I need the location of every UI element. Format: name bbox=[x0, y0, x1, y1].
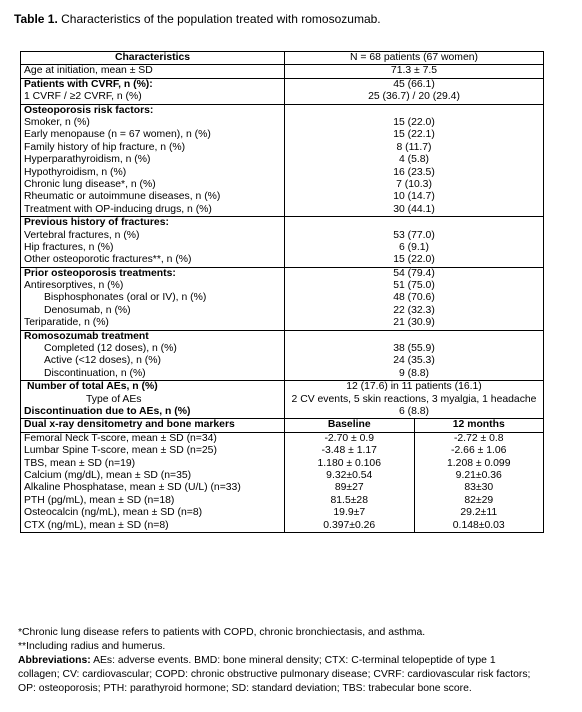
dxa-col-baseline: Baseline bbox=[285, 419, 415, 432]
baseline-value: 1.180 ± 0.106 bbox=[317, 457, 381, 469]
aes-total-label: Number of total AEs, n (%) bbox=[27, 381, 158, 393]
twelve-month-value: 83±30 bbox=[464, 482, 494, 494]
abbreviations-text-1: AEs: adverse events. BMD: bone mineral density; CTX: C-terminal telopeptide of type 1 bbox=[90, 654, 496, 666]
baseline-value: -2.70 ± 0.9 bbox=[324, 432, 375, 444]
list-item-label: Treatment with OP-inducing drugs, n (%) bbox=[24, 203, 212, 215]
aes-type-label: Type of AEs bbox=[86, 393, 142, 405]
table-caption bbox=[14, 12, 381, 26]
twelve-month-value: -2.66 ± 1.06 bbox=[451, 445, 507, 457]
footnote-lung-disease: *Chronic lung disease refers to patients with COPD, chronic bronchiectasis, and asthma. bbox=[18, 627, 426, 638]
list-item-label: PTH (pg/mL), mean ± SD (n=18) bbox=[24, 494, 175, 506]
prior-heading-value: 54 (79.4) bbox=[393, 267, 435, 279]
list-item-value: 16 (23.5) bbox=[393, 166, 435, 178]
table-row bbox=[21, 330, 544, 381]
list-item-value: 21 (30.9) bbox=[393, 317, 435, 329]
table-row bbox=[21, 65, 544, 78]
abbreviations-line-3: OP: osteoporosis; PTH: parathyroid hormone; SD: standard deviation; TBS: trabecular bone score. bbox=[18, 682, 472, 694]
list-item-value: 48 (70.6) bbox=[393, 292, 435, 304]
cvrf-row-value: 25 (36.7) / 20 (29.4) bbox=[368, 91, 460, 103]
dxa-col-12-months: 12 months bbox=[414, 419, 544, 432]
baseline-value: 9.32±0.54 bbox=[326, 469, 373, 481]
list-item-label: Vertebral fractures, n (%) bbox=[24, 229, 140, 241]
list-item-label: Alkaline Phosphatase, mean ± SD (U/L) (n=33) bbox=[24, 482, 241, 494]
list-item-label: Rheumatic or autoimmune diseases, n (%) bbox=[24, 191, 221, 203]
aes-total-value: 12 (17.6) in 11 patients (16.1) bbox=[346, 381, 482, 393]
cvrf-row-label: 1 CVRF / ≥2 CVRF, n (%) bbox=[24, 91, 142, 103]
table-header-row bbox=[21, 52, 544, 65]
list-item-label: Hypothyroidism, n (%) bbox=[24, 166, 127, 178]
list-item-label: Hyperparathyroidism, n (%) bbox=[24, 154, 151, 166]
twelve-month-value: 82±29 bbox=[464, 494, 494, 506]
age-label: Age at initiation, mean ± SD bbox=[21, 65, 285, 78]
list-item-value: 8 (11.7) bbox=[396, 141, 432, 153]
list-item-value: 15 (22.0) bbox=[393, 116, 435, 128]
baseline-value: -3.48 ± 1.17 bbox=[321, 445, 377, 457]
header-n-patients: N = 68 patients (67 women) bbox=[285, 52, 544, 65]
osteo-risk-heading: Osteoporosis risk factors: bbox=[24, 104, 154, 116]
list-item-label: Other osteoporotic fractures**, n (%) bbox=[24, 254, 192, 266]
baseline-value: 81.5±28 bbox=[330, 494, 368, 506]
table-row bbox=[21, 217, 544, 268]
age-value: 71.3 ± 7.5 bbox=[285, 65, 544, 78]
table-number: Table 1. bbox=[14, 12, 58, 26]
list-item-label: Active (<12 doses), n (%) bbox=[44, 355, 161, 367]
aes-discontinuation-label: Discontinuation due to AEs, n (%) bbox=[24, 405, 191, 417]
table-footnotes bbox=[18, 626, 574, 695]
list-item-label: Bisphosphonates (oral or IV), n (%) bbox=[44, 292, 207, 304]
list-item-label: CTX (ng/mL), mean ± SD (n=8) bbox=[24, 519, 169, 531]
table-row bbox=[21, 432, 544, 532]
list-item-label: Family history of hip fracture, n (%) bbox=[24, 141, 186, 153]
twelve-month-value: 29.2±11 bbox=[460, 507, 498, 519]
cvrf-heading-value: 45 (66.1) bbox=[393, 78, 435, 90]
list-item-label: Chronic lung disease*, n (%) bbox=[24, 178, 156, 190]
table-caption-text: Characteristics of the population treated with romosozumab. bbox=[57, 12, 381, 26]
table-row bbox=[21, 104, 544, 217]
list-item-value: 10 (14.7) bbox=[393, 191, 435, 203]
table-row bbox=[21, 267, 544, 330]
table-row bbox=[21, 381, 544, 419]
list-item-label: Early menopause (n = 67 women), n (%) bbox=[24, 129, 211, 141]
list-item-value: 6 (9.1) bbox=[398, 241, 430, 253]
list-item-label: Completed (12 doses), n (%) bbox=[44, 343, 177, 355]
list-item-label: TBS, mean ± SD (n=19) bbox=[24, 457, 136, 469]
abbreviations-line-1 bbox=[18, 654, 574, 668]
list-item-value: 7 (10.3) bbox=[396, 178, 432, 190]
prior-heading: Prior osteoporosis treatments: bbox=[24, 267, 176, 279]
list-item-value: 51 (75.0) bbox=[393, 280, 435, 292]
table-row bbox=[21, 78, 544, 104]
aes-type-value: 2 CV events, 5 skin reactions, 3 myalgia, 1 headache bbox=[291, 393, 537, 405]
fractures-heading: Previous history of fractures: bbox=[24, 217, 169, 229]
abbreviations-line-2: collagen; CV: cardiovascular; COPD: chronic obstructive pulmonary disease; CVRF: cardiovascular risk factors; bbox=[18, 668, 531, 680]
list-item-label: Discontinuation, n (%) bbox=[44, 367, 146, 379]
list-item-value: 4 (5.8) bbox=[398, 154, 430, 166]
list-item-label: Femoral Neck T-score, mean ± SD (n=34) bbox=[24, 432, 217, 444]
list-item-value: 24 (35.3) bbox=[393, 355, 435, 367]
dxa-heading: Dual x-ray densitometry and bone markers bbox=[21, 419, 285, 432]
baseline-value: 0.397±0.26 bbox=[323, 519, 376, 531]
twelve-month-value: 0.148±0.03 bbox=[452, 519, 505, 531]
list-item-label: Smoker, n (%) bbox=[24, 116, 90, 128]
twelve-month-value: -2.72 ± 0.8 bbox=[453, 432, 504, 444]
romo-heading: Romosozumab treatment bbox=[24, 330, 149, 342]
list-item-label: Teriparatide, n (%) bbox=[24, 317, 109, 329]
list-item-value: 53 (77.0) bbox=[393, 229, 435, 241]
list-item-label: Hip fractures, n (%) bbox=[24, 241, 114, 253]
list-item-label: Antiresorptives, n (%) bbox=[24, 280, 124, 292]
list-item-value: 15 (22.1) bbox=[393, 129, 435, 141]
list-item-label: Lumbar Spine T-score, mean ± SD (n=25) bbox=[24, 445, 217, 457]
twelve-month-value: 1.208 ± 0.099 bbox=[447, 457, 511, 469]
list-item-value: 22 (32.3) bbox=[393, 304, 435, 316]
characteristics-table bbox=[20, 51, 544, 533]
list-item-value: 9 (8.8) bbox=[398, 367, 430, 379]
list-item-value: 30 (44.1) bbox=[393, 203, 435, 215]
list-item-value: 38 (55.9) bbox=[393, 343, 435, 355]
cvrf-heading: Patients with CVRF, n (%): bbox=[24, 78, 153, 90]
header-characteristics: Characteristics bbox=[21, 52, 285, 65]
twelve-month-value: 9.21±0.36 bbox=[455, 469, 502, 481]
footnote-fractures: **Including radius and humerus. bbox=[18, 640, 166, 652]
aes-discontinuation-value: 6 (8.8) bbox=[398, 405, 430, 417]
list-item-label: Calcium (mg/dL), mean ± SD (n=35) bbox=[24, 469, 192, 481]
baseline-value: 89±27 bbox=[334, 482, 364, 494]
list-item-label: Osteocalcin (ng/mL), mean ± SD (n=8) bbox=[24, 507, 203, 519]
list-item-label: Denosumab, n (%) bbox=[44, 304, 131, 316]
dxa-header-row bbox=[21, 419, 544, 432]
baseline-value: 19.9±7 bbox=[333, 507, 366, 519]
list-item-value: 15 (22.0) bbox=[393, 254, 435, 266]
abbreviations-label: Abbreviations: bbox=[18, 654, 91, 666]
